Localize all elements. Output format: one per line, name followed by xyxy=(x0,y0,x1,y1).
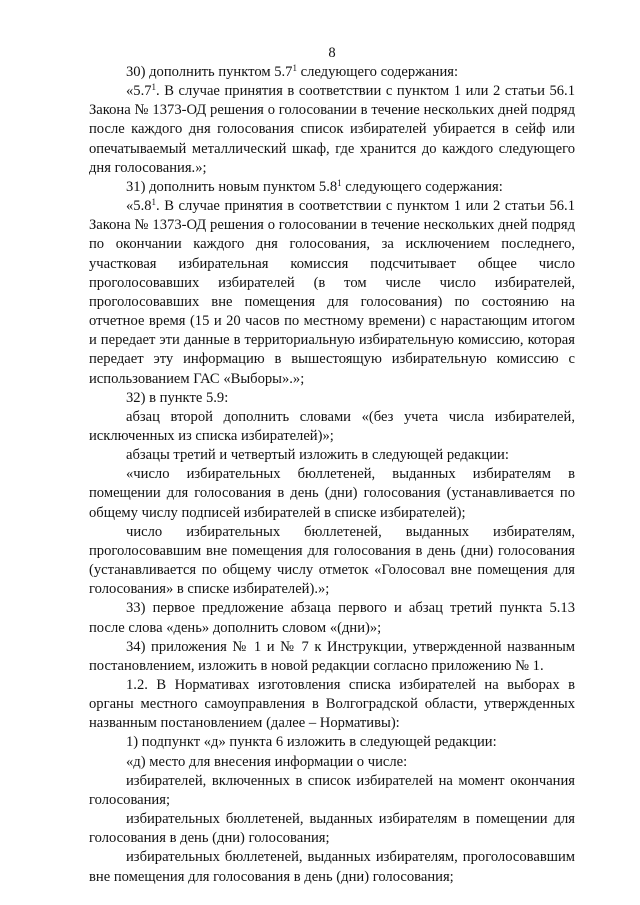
superscript-index: 1 xyxy=(151,82,157,93)
text-span: 30) дополнить пунктом 5.7 xyxy=(126,64,293,80)
paragraph-item-31 xyxy=(89,178,575,197)
text-span: «5.7 xyxy=(126,83,152,100)
paragraph-item-34: 34) приложения № 1 и № 7 к Инструкции, утвержденной названным постановлением, изложить в новой редакции согласно приложению № 1. xyxy=(89,638,575,674)
paragraph-1-2-normativy: 1.2. В Нормативах изготовления списка избирателей на выборах в органы местного самоуправления в Волгоградской области, утвержденных названным постановлением (далее – Нормативы): xyxy=(89,677,575,732)
paragraph-ballots-inside-count: избирательных бюллетеней, выданных избирателям в помещении для голосования в день (дни) голосования; xyxy=(89,811,575,847)
superscript-index: 1 xyxy=(337,177,342,188)
paragraph-abzac-second: абзац второй дополнить словами «(без учета числа избирателей, исключенных из списка избирателей)»; xyxy=(89,408,575,444)
text-span: . В случае принятия в соответствии с пунктом 1 или 2 статьи 56.1 Закона № 1373-ОД решения о голосовании в течение нескольких дней подряд по окончании каждого дня голосования, за исключением последнего, участковая избирательная комиссия подсчитывает общее число проголосовавших избирателей (в том числе число избирателей, проголосовавших вне помещения для голосования) по состоянию на отчетное время (15 и 20 часов по местному времени) с нарастающим итогом и передает эти данные в территориальную избирательную комиссию, которая передает эту информацию в вышестоящую избирательную комиссию с использованием ГАС «Выборы».»; xyxy=(89,198,575,387)
paragraph-quote-ballots-inside: «число избирательных бюллетеней, выданных избирателям в помещении для голосования в день (дни) голосования (устанавливается по общему числу подписей избирателей в списке избирателей); xyxy=(89,466,575,521)
paragraph-voters-included: избирателей, включенных в список избирателей на момент окончания голосования; xyxy=(89,772,575,808)
page-number: 8 xyxy=(328,45,336,61)
paragraph-item-32: 32) в пункте 5.9: xyxy=(126,389,229,406)
paragraph-ballots-outside-count: избирательных бюллетеней, выданных избирателям, проголосовавшим вне помещения для голосования в день (дни) голосования; xyxy=(89,849,575,885)
text-span: . В случае принятия в соответствии с пунктом 1 или 2 статьи 56.1 Закона № 1373-ОД решения о голосовании в течение нескольких дней подряд после каждого дня голосования список избирателей убирается в сейф или опечатываемый металлический шкаф, где хранится до каждого следующего дня голосования.»; xyxy=(89,83,575,176)
paragraph-ballots-outside: число избирательных бюллетеней, выданных избирателям, проголосовавшим вне помещения для голосования в день (дни) голосования (устанавливается по общему числу отметок «Голосовал вне помещения для голосования» в списке избирателей).»; xyxy=(89,523,575,598)
paragraph-subitem-1: 1) подпункт «д» пункта 6 изложить в следующей редакции: xyxy=(126,734,497,751)
superscript-index: 1 xyxy=(151,197,157,208)
text-span: следующего содержания: xyxy=(296,64,459,80)
text-span: 31) дополнить новым пунктом 5.8 xyxy=(126,178,338,195)
paragraph-quote-d: «д) место для внесения информации о числе: xyxy=(126,753,408,770)
text-span: «5.8 xyxy=(126,198,152,215)
paragraph-quote-5-7-1 xyxy=(89,82,575,178)
text-span: следующего содержания: xyxy=(341,178,503,195)
paragraph-abzacy-third-fourth: абзацы третий и четвертый изложить в следующей редакции: xyxy=(126,447,509,464)
paragraph-quote-5-8-1 xyxy=(89,197,575,389)
paragraph-item-33: 33) первое предложение абзаца первого и абзац третий пункта 5.13 после слова «день» дополнить словом «(дни)»; xyxy=(89,600,575,636)
document-body xyxy=(89,63,575,887)
paragraph-item-30 xyxy=(89,63,575,82)
document-page xyxy=(89,0,575,905)
superscript-index: 1 xyxy=(292,63,297,73)
